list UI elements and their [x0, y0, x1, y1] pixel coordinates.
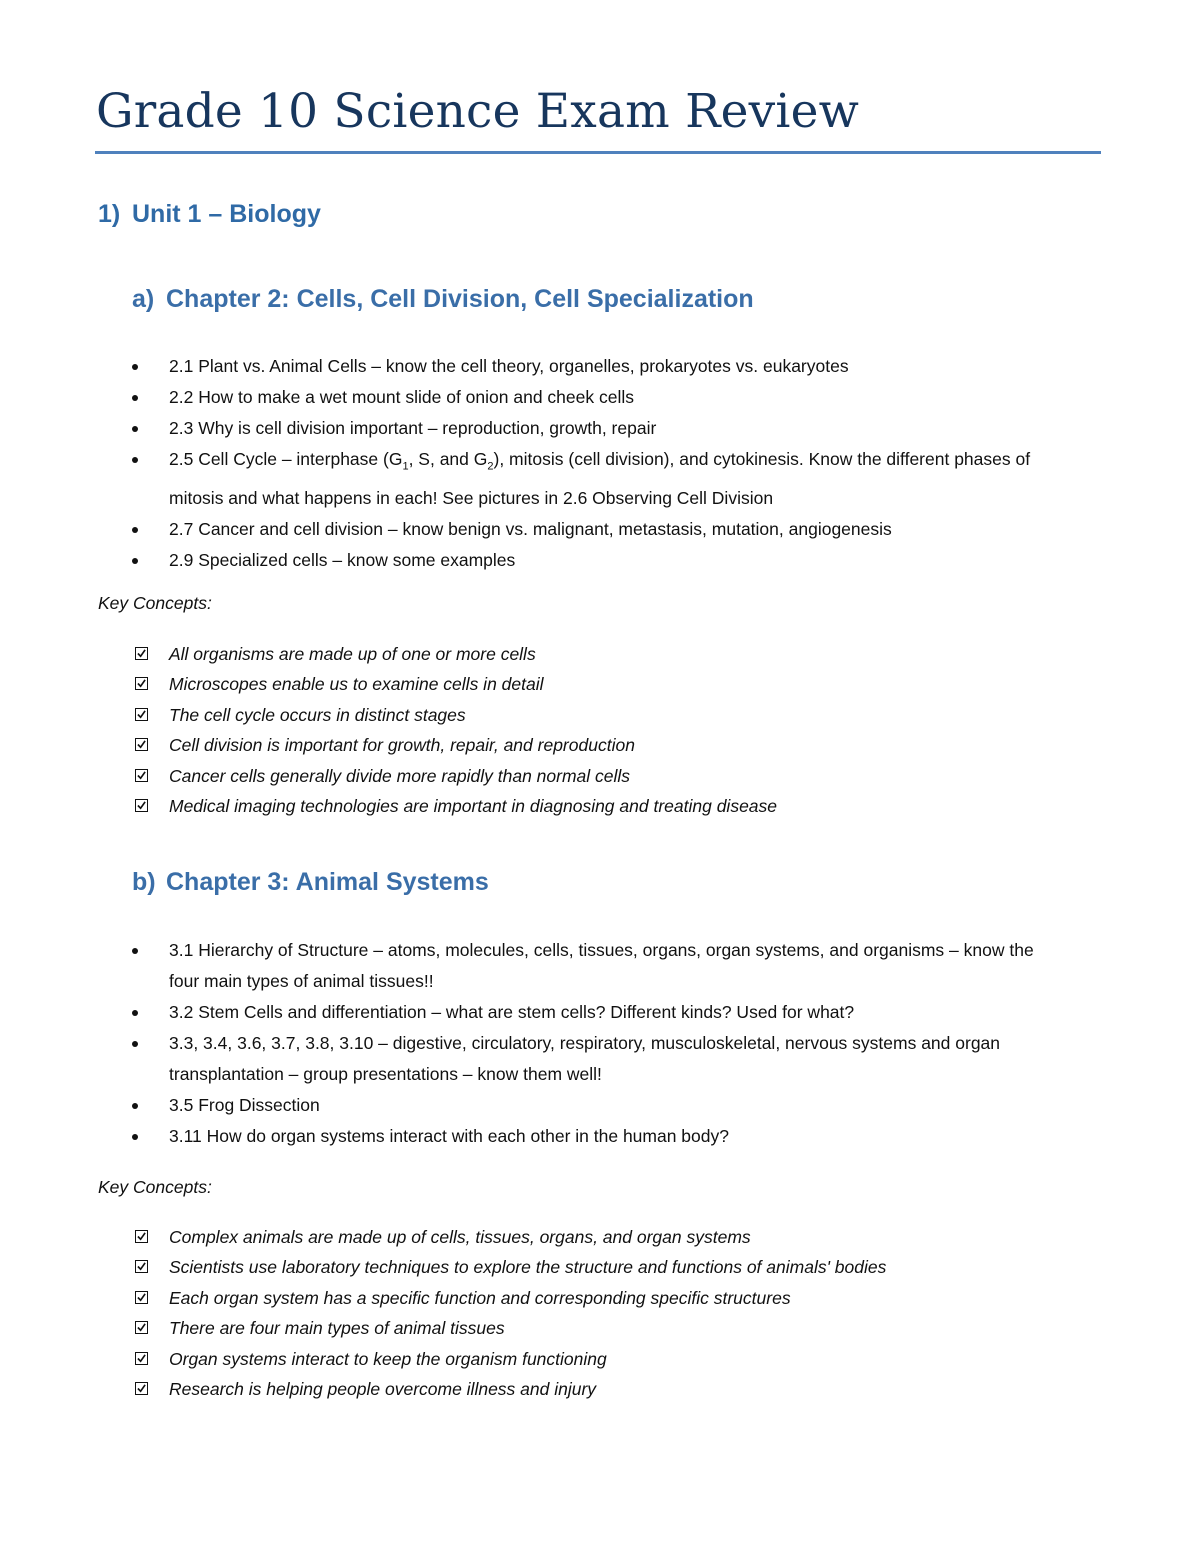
topic-item: [132, 444, 1062, 514]
topic-item: 2.3 Why is cell division important – reproduction, growth, repair: [132, 413, 1062, 444]
checkbox-checked-icon: [135, 708, 148, 721]
concept-text: Microscopes enable us to examine cells in detail: [169, 674, 544, 695]
concept-item: [132, 639, 1062, 669]
chapter-number: a): [132, 285, 155, 313]
page-title: Grade 10 Science Exam Review: [96, 84, 860, 139]
concept-text: All organisms are made up of one or more cells: [169, 644, 536, 664]
topic-list: [132, 935, 1062, 1152]
concept-item: [132, 1313, 1062, 1343]
concept-text: Research is helping people overcome illness and injury: [169, 1379, 597, 1400]
concept-text: Cell division is important for growth, repair, and reproduction: [169, 735, 635, 756]
topic-item: 3.11 How do organ systems interact with each other in the human body?: [132, 1121, 1062, 1152]
concept-item: [132, 761, 1062, 791]
topic-item: 3.2 Stem Cells and differentiation – what are stem cells? Different kinds? Used for what?: [132, 997, 1062, 1028]
topic-text: ), mitosis (cell division), and cytokinesis. Know the different phases of mitosis and what happens in each! See pictures in 2.6 Observing Cell Division: [169, 449, 1031, 508]
checkbox-checked-icon: [135, 799, 148, 812]
topic-text: , S, and G: [408, 449, 488, 469]
topic-item: 3.5 Frog Dissection: [132, 1090, 1062, 1121]
unit-number: 1): [98, 200, 121, 228]
chapter-number: b): [132, 868, 156, 896]
checkbox-checked-icon: [135, 677, 148, 690]
concept-text: Medical imaging technologies are important in diagnosing and treating disease: [169, 796, 778, 817]
concept-text: Organ systems interact to keep the organism functioning: [169, 1348, 607, 1369]
topic-item: 2.2 How to make a wet mount slide of onion and cheek cells: [132, 382, 1062, 413]
subscript: 1: [402, 460, 409, 473]
checkbox-checked-icon: [135, 738, 148, 751]
topic-text: 2.5 Cell Cycle – interphase (G: [169, 449, 403, 469]
checkbox-checked-icon: [135, 1321, 148, 1334]
concept-item: [132, 1283, 1062, 1313]
checkbox-checked-icon: [135, 769, 148, 782]
checkbox-checked-icon: [135, 1352, 148, 1365]
concept-item: [132, 1252, 1062, 1282]
topic-item: 3.3, 3.4, 3.6, 3.7, 3.8, 3.10 – digestive, circulatory, respiratory, musculoskeletal, nervous systems and organ transplantation – group presentations – know them well!: [132, 1028, 1062, 1090]
concept-text: Complex animals are made up of cells, tissues, organs, and organ systems: [169, 1227, 751, 1247]
checkbox-checked-icon: [135, 1260, 148, 1273]
concept-text: Cancer cells generally divide more rapidly than normal cells: [169, 765, 631, 786]
chapter-label: Chapter 3: Animal Systems: [166, 868, 489, 896]
concept-item: [132, 1374, 1062, 1404]
checkbox-checked-icon: [135, 1382, 148, 1395]
checkbox-checked-icon: [135, 647, 148, 660]
subscript: 2: [487, 460, 494, 473]
concept-text: Scientists use laboratory techniques to explore the structure and functions of animals' bodies: [169, 1257, 887, 1278]
concept-item: [132, 1222, 1062, 1252]
concept-item: [132, 700, 1062, 730]
concept-text: There are four main types of animal tissues: [169, 1318, 505, 1339]
title-divider: [95, 151, 1101, 154]
key-concepts-label: Key Concepts:: [98, 1177, 212, 1197]
concept-item: [132, 730, 1062, 760]
chapter-heading: [132, 285, 754, 314]
topic-item: 3.1 Hierarchy of Structure – atoms, molecules, cells, tissues, organs, organ systems, and organisms – know the four main types of animal tissues!!: [132, 935, 1062, 997]
checkbox-checked-icon: [135, 1230, 148, 1243]
concept-item: [132, 1344, 1062, 1374]
topic-item: 2.9 Specialized cells – know some examples: [132, 545, 1062, 576]
concept-item: [132, 791, 1062, 821]
key-concepts-label: Key Concepts:: [98, 593, 212, 613]
chapter-heading: [132, 868, 489, 897]
topic-item: 2.7 Cancer and cell division – know benign vs. malignant, metastasis, mutation, angiogenesis: [132, 514, 1062, 545]
topic-item: 2.1 Plant vs. Animal Cells – know the cell theory, organelles, prokaryotes vs. eukaryotes: [132, 351, 1062, 382]
key-concepts-list: [132, 639, 1062, 821]
concept-item: [132, 669, 1062, 699]
checkbox-checked-icon: [135, 1291, 148, 1304]
unit-heading: [98, 200, 321, 229]
concept-text: The cell cycle occurs in distinct stages: [169, 704, 466, 725]
concept-text: Each organ system has a specific function and corresponding specific structures: [169, 1287, 791, 1308]
unit-label: Unit 1 – Biology: [132, 200, 321, 228]
chapter-label: Chapter 2: Cells, Cell Division, Cell Specialization: [166, 285, 754, 313]
key-concepts-list: [132, 1222, 1062, 1404]
topic-list: [132, 351, 1062, 576]
